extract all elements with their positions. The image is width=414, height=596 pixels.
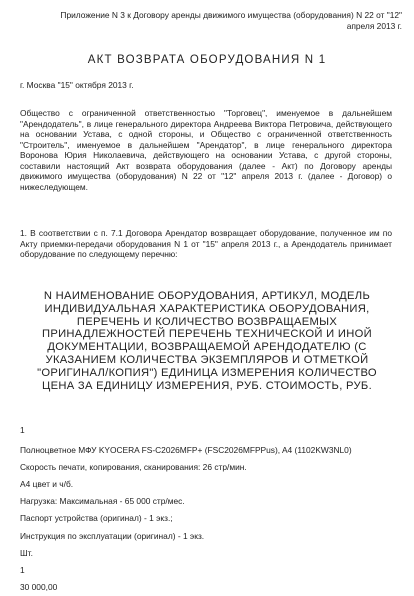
equipment-item-lines bbox=[20, 422, 404, 596]
document-title: АКТ ВОЗВРАТА ОБОРУДОВАНИЯ N 1 bbox=[87, 54, 327, 66]
item-color-mode: А4 цвет и ч/б. bbox=[20, 478, 74, 489]
equipment-table-header: N НАИМЕНОВАНИЕ ОБОРУДОВАНИЯ, АРТИКУЛ, МОДЕЛЬ ИНДИВИДУАЛЬНАЯ ХАРАКТЕРИСТИКА ОБОРУДОВАНИЯ, ПЕРЕЧЕНЬ И КОЛИЧЕСТВО ВОЗВРАЩАЕМЫХ ПРИНАДЛЕЖНОСТЕЙ ПЕРЕЧЕНЬ ТЕХНИЧЕСКОЙ И ИНОЙ ДОКУМЕНТАЦИИ, ВОЗВРАЩАЕМОЙ АРЕНДОДАТЕЛЮ (С УКАЗАНИЕМ КОЛИЧЕСТВА ЭКЗЕМПЛЯРОВ И ОТМЕТКОЙ "ОРИГИНАЛ/КОПИЯ") ЕДИНИЦА ИЗМЕРЕНИЯ КОЛИЧЕСТВО ЦЕНА ЗА ЕДИНИЦУ ИЗМЕРЕНИЯ, РУБ. СТОИМОСТЬ, РУБ. bbox=[37, 290, 377, 392]
item-load: Нагрузка: Максимальная - 65 000 стр/мес. bbox=[20, 496, 185, 507]
preamble-paragraph: Общество с ограниченной ответственностью "Торговец", именуемое в дальнейшем "Арендодатель", в лице генерального директора Андреева Виктора Петровича, действующего на основании Устава, с одной стороны, и Общество с ограниченной ответственность "Строитель", именуемое в дальнейшем "Арендатор", в лице генерального директора Воронова Юрия Николаевича, действующего на основании Устава, с другой стороны, составили настоящий Акт возврата оборудования (далее - Акт) по Договору аренды движимого имущества (оборудования) N 22 от "12" апреля 2013 г. (далее - Договор) о нижеследующем. bbox=[20, 108, 392, 192]
clause-1-paragraph: 1. В соответствии с п. 7.1 Договора Арендатор возвращает оборудование, полученное им по Акту приемки-передачи оборудования N 1 от "15" апреля 2013 г., а Арендодатель принимает оборудование по следующему перечню: bbox=[20, 228, 392, 259]
item-number: 1 bbox=[20, 425, 25, 435]
item-price: 30 000,00 bbox=[20, 582, 58, 593]
item-manual-doc: Инструкция по эксплуатации (оригинал) - 1 экз. bbox=[20, 530, 205, 541]
city-date: г. Москва "15" октября 2013 г. bbox=[20, 80, 134, 90]
item-passport-doc: Паспорт устройства (оригинал) - 1 экз.; bbox=[20, 513, 173, 524]
item-print-speed: Скорость печати, копирования, сканирования: 26 стр/мин. bbox=[20, 461, 247, 472]
item-unit: Шт. bbox=[20, 547, 33, 558]
item-quantity: 1 bbox=[20, 564, 25, 575]
appendix-reference: Приложение N 3 к Договору аренды движимого имущества (оборудования) N 22 от "12" апреля 2013 г. bbox=[60, 10, 402, 31]
item-name: Полноцветное МФУ KYOCERA FS-C2026MFP+ (FSC2026MFPPus), A4 (1102KW3NL0) bbox=[20, 444, 352, 455]
